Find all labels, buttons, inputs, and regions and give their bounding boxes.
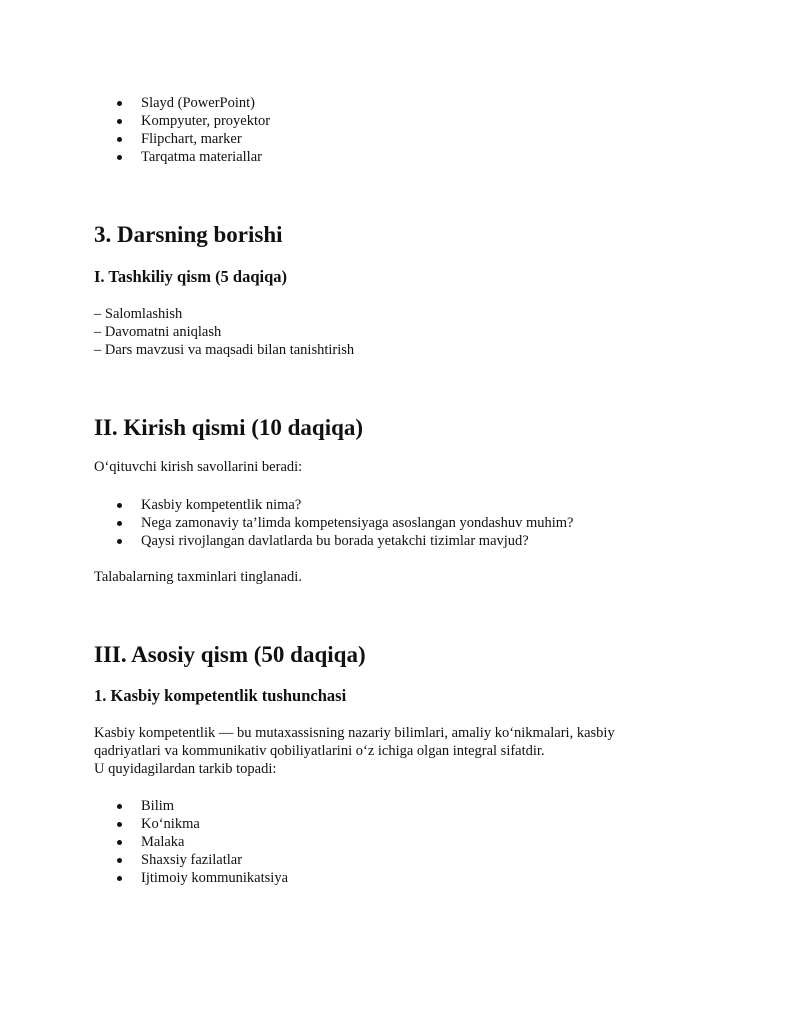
kirish-questions-list — [94, 496, 740, 550]
list-item-text: Slayd (PowerPoint) — [141, 95, 255, 111]
bullet-icon — [117, 539, 122, 544]
paragraph-line: U quyidagilardan tarkib topadi: — [94, 761, 277, 777]
materials-list — [94, 94, 740, 166]
section-heading-darsning-borishi: 3. Darsning borishi — [94, 222, 283, 247]
subheading-kasbiy-kompetentlik: 1. Kasbiy kompetentlik tushunchasi — [94, 686, 347, 705]
paragraph-line: qadriyatlari va kommunikativ qobiliyatlarini o‘z ichiga olgan integral sifatdir. — [94, 743, 545, 759]
bullet-icon — [117, 840, 122, 845]
components-list — [94, 797, 740, 887]
list-item-text: Flipchart, marker — [141, 131, 242, 147]
step-line: – Salomlashish — [94, 306, 183, 322]
kirish-intro-text: O‘qituvchi kirish savollarini beradi: — [94, 459, 303, 475]
list-item-text: Shaxsiy fazilatlar — [141, 852, 243, 868]
list-item — [94, 148, 740, 166]
list-item — [94, 851, 740, 869]
kirish-outro-text: Talabalarning taxminlari tinglanadi. — [94, 569, 302, 585]
kasbiy-kompetentlik-paragraph — [94, 724, 740, 778]
section-heading-asosiy-qism: III. Asosiy qism (50 daqiqa) — [94, 642, 366, 667]
bullet-icon — [117, 876, 122, 881]
list-item — [94, 94, 740, 112]
bullet-icon — [117, 101, 122, 106]
paragraph-line: Kasbiy kompetentlik — bu mutaxassisning nazariy bilimlari, amaliy ko‘nikmalari, kasbiy — [94, 725, 615, 741]
list-item-text: Qaysi rivojlangan davlatlarda bu borada yetakchi tizimlar mavjud? — [141, 533, 529, 549]
list-item-text: Malaka — [141, 834, 185, 850]
list-item-text: Ijtimoiy kommunikatsiya — [141, 870, 289, 886]
step-line: – Davomatni aniqlash — [94, 324, 222, 340]
kirish-questions-block — [94, 496, 740, 550]
bullet-icon — [117, 804, 122, 809]
materials-list-block — [94, 94, 740, 166]
list-item — [94, 112, 740, 130]
bullet-icon — [117, 858, 122, 863]
list-item — [94, 833, 740, 851]
bullet-icon — [117, 503, 122, 508]
list-item-text: Bilim — [141, 798, 175, 814]
list-item — [94, 532, 740, 550]
list-item — [94, 496, 740, 514]
list-item-text: Nega zamonaviy ta’limda kompetensiyaga asoslangan yondashuv muhim? — [141, 515, 574, 531]
bullet-icon — [117, 521, 122, 526]
components-list-block — [94, 797, 740, 887]
bullet-icon — [117, 137, 122, 142]
tashkiliy-qism-steps — [94, 305, 740, 359]
step-line: – Dars mavzusi va maqsadi bilan tanishtirish — [94, 342, 355, 358]
bullet-icon — [117, 155, 122, 160]
list-item — [94, 130, 740, 148]
subheading-tashkiliy-qism: I. Tashkiliy qism (5 daqiqa) — [94, 267, 288, 286]
bullet-icon — [117, 119, 122, 124]
list-item — [94, 869, 740, 887]
list-item-text: Kasbiy kompetentlik nima? — [141, 497, 302, 513]
bullet-icon — [117, 822, 122, 827]
section-heading-kirish-qismi: II. Kirish qismi (10 daqiqa) — [94, 415, 364, 440]
list-item-text: Kompyuter, proyektor — [141, 113, 271, 129]
list-item-text: Ko‘nikma — [141, 816, 200, 832]
list-item — [94, 514, 740, 532]
list-item — [94, 815, 740, 833]
list-item — [94, 797, 740, 815]
list-item-text: Tarqatma materiallar — [141, 149, 262, 165]
